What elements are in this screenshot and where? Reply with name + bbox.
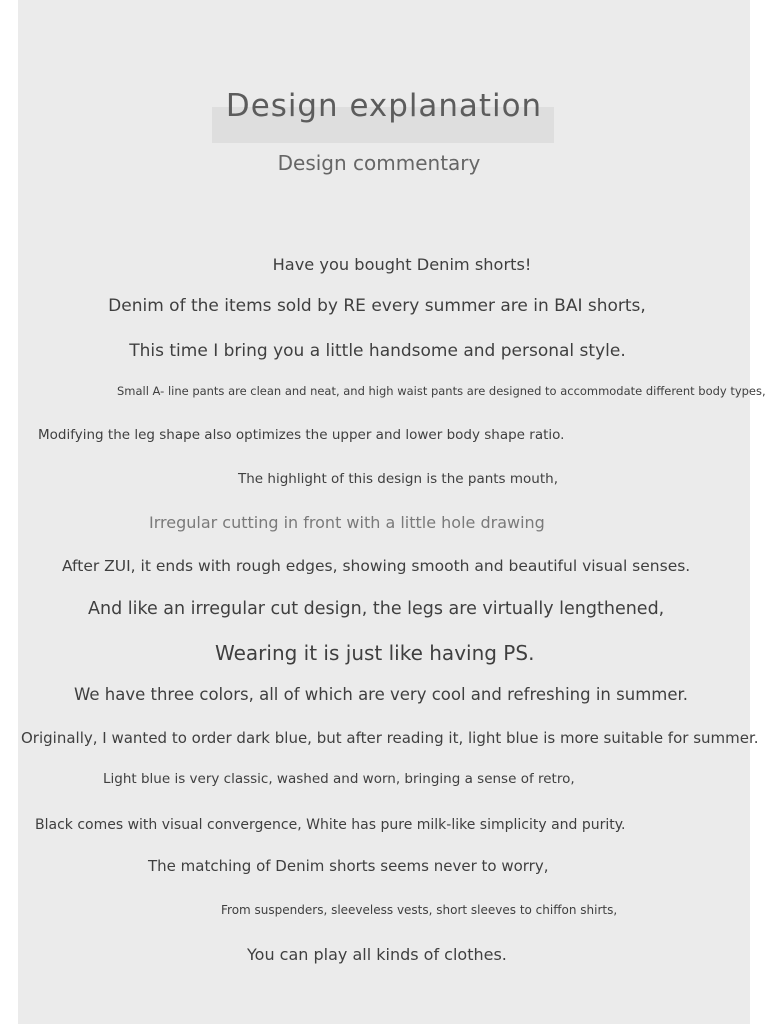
text-line-14: Black comes with visual convergence, White has pure milk-like simplicity and purity. <box>35 817 626 833</box>
text-line-11: We have three colors, all of which are very cool and refreshing in summer. <box>74 685 689 704</box>
text-line-17: You can play all kinds of clothes. <box>247 945 507 964</box>
text-line-13: Light blue is very classic, washed and worn, bringing a sense of retro, <box>103 771 575 787</box>
text-line-12: Originally, I wanted to order dark blue, but after reading it, light blue is more suitable for summer. <box>21 729 759 747</box>
text-line-8: After ZUI, it ends with rough edges, showing smooth and beautiful visual senses. <box>62 557 691 575</box>
text-line-6: The highlight of this design is the pants mouth, <box>238 471 558 487</box>
text-line-4: Small A- line pants are clean and neat, and high waist pants are designed to accommodate different body types, <box>117 384 766 398</box>
text-line-16: From suspenders, sleeveless vests, short sleeves to chiffon shirts, <box>221 903 618 917</box>
text-line-1: Have you bought Denim shorts! <box>272 255 532 274</box>
text-line-2: Denim of the items sold by RE every summer are in BAI shorts, <box>108 296 646 316</box>
text-line-9: And like an irregular cut design, the legs are virtually lengthened, <box>88 599 665 619</box>
page-title: Design explanation <box>225 88 543 124</box>
text-line-15: The matching of Denim shorts seems never to worry, <box>148 857 549 875</box>
text-line-10: Wearing it is just like having PS. <box>215 641 535 665</box>
page-subtitle: Design commentary <box>277 151 481 175</box>
text-line-3: This time I bring you a little handsome and personal style. <box>129 341 626 361</box>
text-line-5: Modifying the leg shape also optimizes the upper and lower body shape ratio. <box>38 427 565 443</box>
text-line-7: Irregular cutting in front with a little hole drawing <box>149 513 545 532</box>
